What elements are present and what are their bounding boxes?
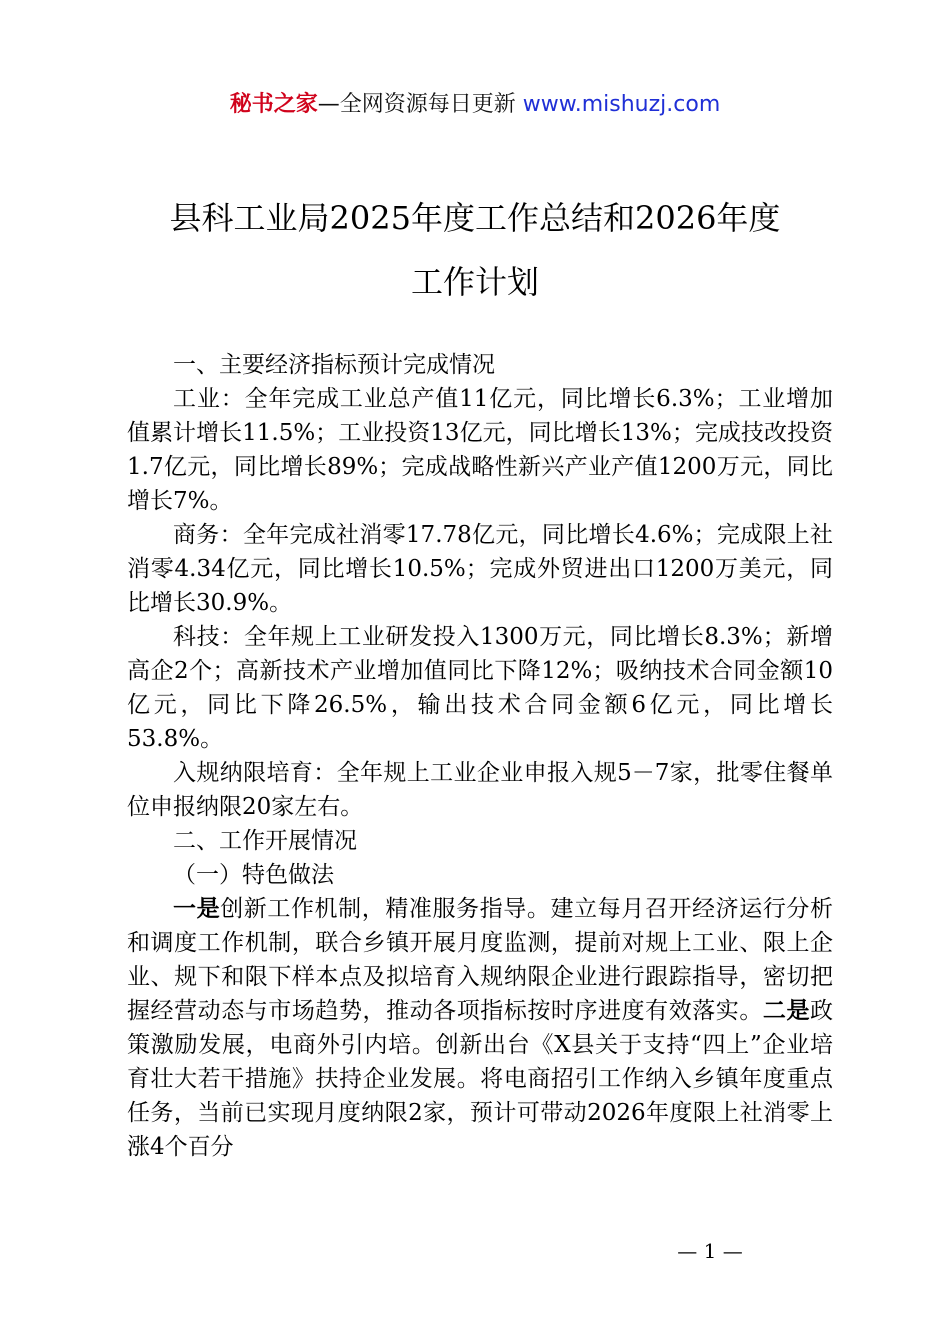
banner-url-link[interactable]: www.mishuzj.com: [522, 92, 721, 117]
section2-heading: 二、工作开展情况: [173, 828, 357, 854]
paragraph-commerce: 商务：全年完成社消零17.78亿元，同比增长4.6%；完成限上社消零4.34亿元，同比增长10.5%；完成外贸进出口1200万美元，同比增长30.9%。: [127, 522, 833, 616]
document-body: [127, 348, 833, 1164]
page-footer: [0, 1236, 950, 1266]
section1-heading: 一、主要经济指标预计完成情况: [173, 352, 495, 378]
banner-brand: 秘书之家: [229, 92, 318, 117]
paragraph-industry: 工业：全年完成工业总产值11亿元，同比增长6.3%；工业增加值累计增长11.5%；工业投资13亿元，同比增长13%；完成技改投资1.7亿元，同比增长89%；完成战略性新兴产业产值1200万元，同比增长7%。: [127, 386, 833, 514]
paragraph-cultivation: 入规纳限培育：全年规上工业企业申报入规5－7家，批零住餐单位申报纳限20家左右。: [127, 760, 833, 820]
paragraph-tech: 科技：全年规上工业研发投入1300万元，同比增长8.3%；新增高企2个；高新技术产业增加值同比下降12%；吸纳技术合同金额10亿元，同比下降26.5%，输出技术合同金额6亿元，同比增长53.8%。: [127, 624, 833, 752]
site-banner: [0, 88, 950, 122]
subsection1-heading: （一）特色做法: [173, 862, 334, 888]
banner-slogan: —全网资源每日更新: [317, 92, 523, 117]
document-title: [60, 186, 890, 314]
point2-label: 二是: [762, 997, 811, 1024]
document-title-line2: 工作计划: [410, 263, 539, 301]
page-number: — 1 —: [677, 1239, 743, 1263]
point1-text: 创新工作机制，精准服务指导。建立每月召开经济运行分析和调度工作机制，联合乡镇开展月度监测，提前对规上工业、限上企业、规下和限下样本点及拟培育入规纳限企业进行跟踪指导，密切把握经营动态与市场趋势，推动各项指标按时序进度有效落实。: [127, 896, 834, 1024]
point1-label: 一是: [173, 895, 221, 922]
paragraph-measures: [127, 892, 833, 1164]
document-title-line1: 县科工业局2025年度工作总结和2026年度: [169, 199, 781, 237]
point2-text: 政策激励发展，电商外引内培。创新出台《X县关于支持“四上”企业培育壮大若干措施》扶持企业发展。将电商招引工作纳入乡镇年度重点任务，当前已实现月度纳限2家，预计可带动2026年度限上社消零上涨4个百分: [127, 998, 834, 1160]
